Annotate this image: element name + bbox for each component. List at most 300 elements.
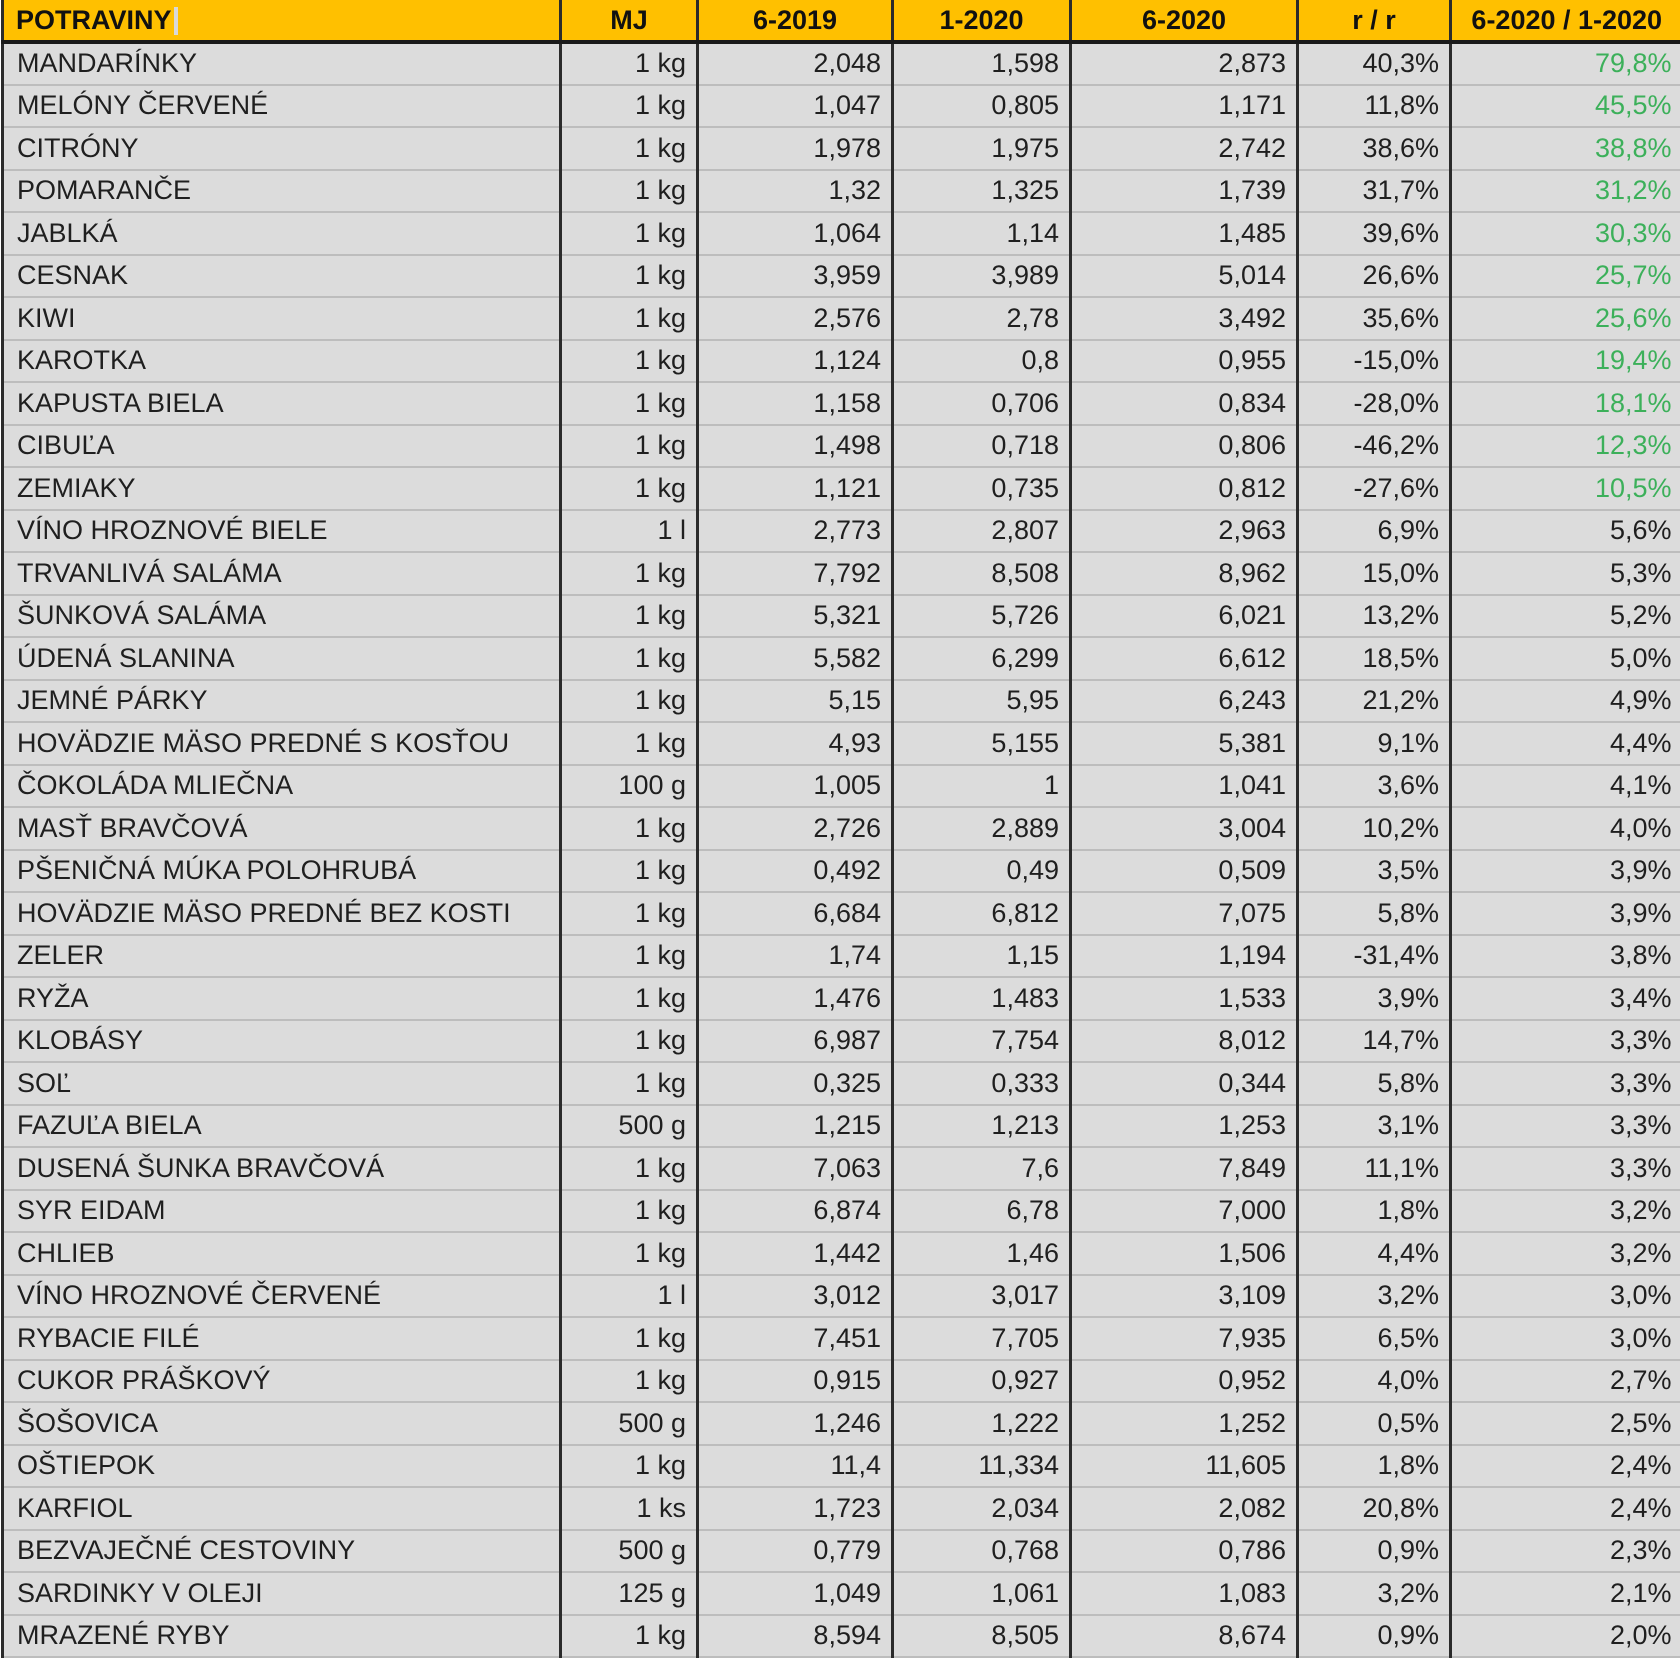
cell-unit[interactable]: 1 kg: [561, 552, 698, 595]
cell-1-2020[interactable]: 1,061: [893, 1572, 1071, 1615]
cell-6-2020[interactable]: 8,674: [1071, 1615, 1298, 1658]
cell-item[interactable]: CUKOR PRÁŠKOVÝ: [3, 1360, 561, 1403]
cell-item[interactable]: CIBUĽA: [3, 425, 561, 468]
cell-unit[interactable]: 1 kg: [561, 1317, 698, 1360]
cell-unit[interactable]: 1 kg: [561, 255, 698, 298]
cell-6-2019[interactable]: 5,582: [698, 637, 893, 680]
cell-item[interactable]: ÚDENÁ SLANINA: [3, 637, 561, 680]
table-row: [3, 807, 1680, 850]
cell-item[interactable]: KARFIOL: [3, 1487, 561, 1530]
cell-yoy[interactable]: 6,9%: [1298, 510, 1451, 553]
cell-item[interactable]: POMARANČE: [3, 170, 561, 213]
cell-6-2019[interactable]: 3,959: [698, 255, 893, 298]
cell-6-2019[interactable]: 6,874: [698, 1190, 893, 1233]
cell-item[interactable]: SYR EIDAM: [3, 1190, 561, 1233]
cell-unit[interactable]: 1 kg: [561, 892, 698, 935]
cell-6-2019[interactable]: 1,32: [698, 170, 893, 213]
cell-6-2019[interactable]: 2,576: [698, 297, 893, 340]
cell-unit[interactable]: 500 g: [561, 1402, 698, 1445]
cell-unit[interactable]: 100 g: [561, 765, 698, 808]
header-cell-potraviny[interactable]: [3, 0, 561, 42]
cell-1-2020[interactable]: 3,017: [893, 1275, 1071, 1318]
cell-ratio[interactable]: 79,8%: [1451, 42, 1680, 85]
cell-ratio[interactable]: 25,6%: [1451, 297, 1680, 340]
cell-yoy[interactable]: 11,1%: [1298, 1147, 1451, 1190]
cell-6-2019[interactable]: 1,047: [698, 85, 893, 128]
cell-1-2020[interactable]: 1: [893, 765, 1071, 808]
cell-yoy[interactable]: 1,8%: [1298, 1190, 1451, 1233]
cell-yoy[interactable]: 4,4%: [1298, 1232, 1451, 1275]
cell-ratio[interactable]: 4,0%: [1451, 807, 1680, 850]
cell-ratio[interactable]: 12,3%: [1451, 425, 1680, 468]
cell-unit[interactable]: 1 l: [561, 510, 698, 553]
cell-unit[interactable]: 1 kg: [561, 1020, 698, 1063]
cell-yoy[interactable]: 5,8%: [1298, 1062, 1451, 1105]
cell-unit[interactable]: 1 kg: [561, 637, 698, 680]
cell-unit[interactable]: 500 g: [561, 1530, 698, 1573]
cell-6-2020[interactable]: 0,806: [1071, 425, 1298, 468]
cell-6-2019[interactable]: 3,012: [698, 1275, 893, 1318]
cell-6-2019[interactable]: 2,048: [698, 42, 893, 85]
cell-ratio[interactable]: 3,2%: [1451, 1232, 1680, 1275]
cell-6-2019[interactable]: 6,987: [698, 1020, 893, 1063]
table-row: [3, 1572, 1680, 1615]
header-cell-6-2020[interactable]: 6-2020: [1071, 0, 1298, 42]
cell-yoy[interactable]: 0,5%: [1298, 1402, 1451, 1445]
cell-6-2020[interactable]: 1,506: [1071, 1232, 1298, 1275]
cell-6-2019[interactable]: 7,063: [698, 1147, 893, 1190]
cell-item[interactable]: KIWI: [3, 297, 561, 340]
cell-1-2020[interactable]: 1,14: [893, 212, 1071, 255]
cell-yoy[interactable]: 11,8%: [1298, 85, 1451, 128]
cell-6-2020[interactable]: 2,963: [1071, 510, 1298, 553]
cell-ratio[interactable]: 3,3%: [1451, 1105, 1680, 1148]
cell-6-2020[interactable]: 1,485: [1071, 212, 1298, 255]
cell-6-2020[interactable]: 7,849: [1071, 1147, 1298, 1190]
cell-yoy[interactable]: -28,0%: [1298, 382, 1451, 425]
cell-item[interactable]: RYBACIE FILÉ: [3, 1317, 561, 1360]
cell-ratio[interactable]: 3,3%: [1451, 1062, 1680, 1105]
cell-6-2019[interactable]: 5,15: [698, 680, 893, 723]
cell-yoy[interactable]: -15,0%: [1298, 340, 1451, 383]
cell-6-2020[interactable]: 8,962: [1071, 552, 1298, 595]
cell-yoy[interactable]: 13,2%: [1298, 595, 1451, 638]
cell-6-2020[interactable]: 2,742: [1071, 127, 1298, 170]
cell-unit[interactable]: 1 kg: [561, 680, 698, 723]
cell-1-2020[interactable]: 2,034: [893, 1487, 1071, 1530]
cell-1-2020[interactable]: 8,505: [893, 1615, 1071, 1658]
cell-ratio[interactable]: 25,7%: [1451, 255, 1680, 298]
cell-yoy[interactable]: 3,2%: [1298, 1275, 1451, 1318]
cell-item[interactable]: ŠUNKOVÁ SALÁMA: [3, 595, 561, 638]
cell-6-2019[interactable]: 5,321: [698, 595, 893, 638]
cell-6-2020[interactable]: 7,935: [1071, 1317, 1298, 1360]
cell-6-2019[interactable]: 4,93: [698, 722, 893, 765]
cell-6-2019[interactable]: 7,792: [698, 552, 893, 595]
cell-6-2020[interactable]: 3,109: [1071, 1275, 1298, 1318]
cell-6-2020[interactable]: 6,243: [1071, 680, 1298, 723]
cell-1-2020[interactable]: 6,812: [893, 892, 1071, 935]
header-row: [3, 0, 1680, 42]
cell-1-2020[interactable]: 0,49: [893, 850, 1071, 893]
table-row: [3, 85, 1680, 128]
cell-1-2020[interactable]: 7,754: [893, 1020, 1071, 1063]
cell-item[interactable]: JEMNÉ PÁRKY: [3, 680, 561, 723]
cell-ratio[interactable]: 18,1%: [1451, 382, 1680, 425]
cell-unit[interactable]: 1 kg: [561, 935, 698, 978]
cell-6-2019[interactable]: 6,684: [698, 892, 893, 935]
cell-6-2019[interactable]: 1,158: [698, 382, 893, 425]
cell-unit[interactable]: 1 kg: [561, 212, 698, 255]
header-cell-ratio[interactable]: 6-2020 / 1-2020: [1451, 0, 1680, 42]
cell-6-2020[interactable]: 0,955: [1071, 340, 1298, 383]
cell-ratio[interactable]: 31,2%: [1451, 170, 1680, 213]
cell-6-2019[interactable]: 0,325: [698, 1062, 893, 1105]
cell-ratio[interactable]: 4,4%: [1451, 722, 1680, 765]
cell-unit[interactable]: 1 kg: [561, 425, 698, 468]
table-row: [3, 127, 1680, 170]
cell-1-2020[interactable]: 6,78: [893, 1190, 1071, 1233]
cell-unit[interactable]: 1 ks: [561, 1487, 698, 1530]
cell-unit[interactable]: 1 kg: [561, 1190, 698, 1233]
cell-item[interactable]: HOVÄDZIE MÄSO PREDNÉ S KOSŤOU: [3, 722, 561, 765]
table-row: [3, 637, 1680, 680]
cell-6-2019[interactable]: 1,978: [698, 127, 893, 170]
cell-item[interactable]: BEZVAJEČNÉ CESTOVINY: [3, 1530, 561, 1573]
cell-6-2020[interactable]: 5,381: [1071, 722, 1298, 765]
cell-ratio[interactable]: 3,9%: [1451, 850, 1680, 893]
cell-6-2019[interactable]: 1,124: [698, 340, 893, 383]
cell-6-2020[interactable]: 3,004: [1071, 807, 1298, 850]
cell-ratio[interactable]: 38,8%: [1451, 127, 1680, 170]
cell-ratio[interactable]: 19,4%: [1451, 340, 1680, 383]
cell-1-2020[interactable]: 11,334: [893, 1445, 1071, 1488]
cell-item[interactable]: OŠTIEPOK: [3, 1445, 561, 1488]
table-row: [3, 1445, 1680, 1488]
table-row: [3, 425, 1680, 468]
cell-yoy[interactable]: 4,0%: [1298, 1360, 1451, 1403]
cell-yoy[interactable]: -46,2%: [1298, 425, 1451, 468]
table-row: [3, 1530, 1680, 1573]
cell-unit[interactable]: 125 g: [561, 1572, 698, 1615]
cell-unit[interactable]: 1 kg: [561, 722, 698, 765]
cell-yoy[interactable]: 40,3%: [1298, 42, 1451, 85]
cell-6-2019[interactable]: 11,4: [698, 1445, 893, 1488]
cell-item[interactable]: SARDINKY V OLEJI: [3, 1572, 561, 1615]
cell-1-2020[interactable]: 1,325: [893, 170, 1071, 213]
cell-unit[interactable]: 1 kg: [561, 1445, 698, 1488]
cell-6-2020[interactable]: 1,171: [1071, 85, 1298, 128]
cell-1-2020[interactable]: 5,726: [893, 595, 1071, 638]
cell-unit[interactable]: 500 g: [561, 1105, 698, 1148]
cell-ratio[interactable]: 30,3%: [1451, 212, 1680, 255]
cell-6-2019[interactable]: 1,246: [698, 1402, 893, 1445]
cell-item[interactable]: TRVANLIVÁ SALÁMA: [3, 552, 561, 595]
table-row: [3, 935, 1680, 978]
header-cell-mj[interactable]: MJ: [561, 0, 698, 42]
cell-unit[interactable]: 1 kg: [561, 1360, 698, 1403]
cell-1-2020[interactable]: 8,508: [893, 552, 1071, 595]
cell-item[interactable]: MELÓNY ČERVENÉ: [3, 85, 561, 128]
cell-6-2019[interactable]: 1,064: [698, 212, 893, 255]
cell-ratio[interactable]: 10,5%: [1451, 467, 1680, 510]
cell-1-2020[interactable]: 1,975: [893, 127, 1071, 170]
cell-ratio[interactable]: 3,0%: [1451, 1317, 1680, 1360]
cell-ratio[interactable]: 2,3%: [1451, 1530, 1680, 1573]
cell-ratio[interactable]: 3,3%: [1451, 1020, 1680, 1063]
cell-ratio[interactable]: 2,4%: [1451, 1487, 1680, 1530]
cell-6-2020[interactable]: 0,812: [1071, 467, 1298, 510]
cell-6-2019[interactable]: 2,773: [698, 510, 893, 553]
table-row: [3, 510, 1680, 553]
table-row: [3, 552, 1680, 595]
table-row: [3, 1105, 1680, 1148]
cell-yoy[interactable]: 21,2%: [1298, 680, 1451, 723]
cell-yoy[interactable]: 3,9%: [1298, 977, 1451, 1020]
cell-item[interactable]: MANDARÍNKY: [3, 42, 561, 85]
cell-ratio[interactable]: 3,2%: [1451, 1190, 1680, 1233]
cell-1-2020[interactable]: 0,805: [893, 85, 1071, 128]
table-row: [3, 1615, 1680, 1658]
cell-ratio[interactable]: 3,3%: [1451, 1147, 1680, 1190]
cell-6-2020[interactable]: 7,075: [1071, 892, 1298, 935]
cell-6-2020[interactable]: 0,834: [1071, 382, 1298, 425]
table-row: [3, 892, 1680, 935]
cell-ratio[interactable]: 45,5%: [1451, 85, 1680, 128]
cell-yoy[interactable]: -27,6%: [1298, 467, 1451, 510]
header-cell-1-2020[interactable]: 1-2020: [893, 0, 1071, 42]
cell-ratio[interactable]: 3,0%: [1451, 1275, 1680, 1318]
cell-6-2020[interactable]: 0,509: [1071, 850, 1298, 893]
cell-6-2019[interactable]: 8,594: [698, 1615, 893, 1658]
cell-1-2020[interactable]: 2,807: [893, 510, 1071, 553]
cell-6-2019[interactable]: 1,74: [698, 935, 893, 978]
cell-6-2019[interactable]: 0,492: [698, 850, 893, 893]
cell-yoy[interactable]: 31,7%: [1298, 170, 1451, 213]
cell-1-2020[interactable]: 5,95: [893, 680, 1071, 723]
table-row: [3, 1360, 1680, 1403]
cell-6-2020[interactable]: 2,873: [1071, 42, 1298, 85]
cell-item[interactable]: SOĽ: [3, 1062, 561, 1105]
cell-item[interactable]: HOVÄDZIE MÄSO PREDNÉ BEZ KOSTI: [3, 892, 561, 935]
cell-6-2020[interactable]: 3,492: [1071, 297, 1298, 340]
cell-6-2019[interactable]: 0,915: [698, 1360, 893, 1403]
cell-1-2020[interactable]: 0,706: [893, 382, 1071, 425]
cell-item[interactable]: ŠOŠOVICA: [3, 1402, 561, 1445]
table-row: [3, 212, 1680, 255]
cell-item[interactable]: ZELER: [3, 935, 561, 978]
cell-yoy[interactable]: 5,8%: [1298, 892, 1451, 935]
cell-1-2020[interactable]: 6,299: [893, 637, 1071, 680]
cell-1-2020[interactable]: 0,8: [893, 340, 1071, 383]
cell-6-2020[interactable]: 0,344: [1071, 1062, 1298, 1105]
cell-1-2020[interactable]: 1,598: [893, 42, 1071, 85]
cell-6-2019[interactable]: 0,779: [698, 1530, 893, 1573]
cell-6-2020[interactable]: 1,739: [1071, 170, 1298, 213]
cell-ratio[interactable]: 2,1%: [1451, 1572, 1680, 1615]
cell-1-2020[interactable]: 1,222: [893, 1402, 1071, 1445]
cell-6-2019[interactable]: 1,215: [698, 1105, 893, 1148]
cell-yoy[interactable]: 6,5%: [1298, 1317, 1451, 1360]
table-row: [3, 1402, 1680, 1445]
cell-6-2020[interactable]: 5,014: [1071, 255, 1298, 298]
cell-6-2019[interactable]: 1,476: [698, 977, 893, 1020]
cell-unit[interactable]: 1 kg: [561, 467, 698, 510]
cell-6-2020[interactable]: 7,000: [1071, 1190, 1298, 1233]
cell-6-2020[interactable]: 8,012: [1071, 1020, 1298, 1063]
cell-6-2020[interactable]: 6,021: [1071, 595, 1298, 638]
cell-6-2020[interactable]: 1,253: [1071, 1105, 1298, 1148]
cell-yoy[interactable]: 3,2%: [1298, 1572, 1451, 1615]
table-row: [3, 467, 1680, 510]
cell-6-2020[interactable]: 6,612: [1071, 637, 1298, 680]
cell-ratio[interactable]: 4,9%: [1451, 680, 1680, 723]
cell-1-2020[interactable]: 1,46: [893, 1232, 1071, 1275]
cell-unit[interactable]: 1 kg: [561, 42, 698, 85]
cell-unit[interactable]: 1 kg: [561, 850, 698, 893]
table-row: [3, 297, 1680, 340]
cell-item[interactable]: FAZUĽA BIELA: [3, 1105, 561, 1148]
cell-item[interactable]: VÍNO HROZNOVÉ BIELE: [3, 510, 561, 553]
cell-1-2020[interactable]: 2,889: [893, 807, 1071, 850]
cell-yoy[interactable]: 38,6%: [1298, 127, 1451, 170]
cell-yoy[interactable]: 3,1%: [1298, 1105, 1451, 1148]
cell-yoy[interactable]: 0,9%: [1298, 1530, 1451, 1573]
cell-1-2020[interactable]: 0,333: [893, 1062, 1071, 1105]
cell-item[interactable]: VÍNO HROZNOVÉ ČERVENÉ: [3, 1275, 561, 1318]
cell-6-2019[interactable]: 1,442: [698, 1232, 893, 1275]
cell-6-2019[interactable]: 1,723: [698, 1487, 893, 1530]
cell-unit[interactable]: 1 kg: [561, 127, 698, 170]
header-cell-yoy[interactable]: r / r: [1298, 0, 1451, 42]
cell-item[interactable]: ZEMIAKY: [3, 467, 561, 510]
table-row: [3, 722, 1680, 765]
cell-6-2020[interactable]: 0,786: [1071, 1530, 1298, 1573]
cell-unit[interactable]: 1 kg: [561, 807, 698, 850]
cell-yoy[interactable]: 26,6%: [1298, 255, 1451, 298]
cell-yoy[interactable]: 15,0%: [1298, 552, 1451, 595]
cell-6-2019[interactable]: 7,451: [698, 1317, 893, 1360]
cell-item[interactable]: CHLIEB: [3, 1232, 561, 1275]
cell-ratio[interactable]: 5,0%: [1451, 637, 1680, 680]
table-row: [3, 1062, 1680, 1105]
cell-6-2020[interactable]: 1,252: [1071, 1402, 1298, 1445]
cell-unit[interactable]: 1 kg: [561, 1232, 698, 1275]
cell-yoy[interactable]: 3,5%: [1298, 850, 1451, 893]
cell-unit[interactable]: 1 kg: [561, 595, 698, 638]
cell-yoy[interactable]: 20,8%: [1298, 1487, 1451, 1530]
cell-6-2019[interactable]: 1,121: [698, 467, 893, 510]
cell-unit[interactable]: 1 kg: [561, 85, 698, 128]
cell-6-2020[interactable]: 11,605: [1071, 1445, 1298, 1488]
cell-unit[interactable]: 1 kg: [561, 1147, 698, 1190]
cell-item[interactable]: PŠENIČNÁ MÚKA POLOHRUBÁ: [3, 850, 561, 893]
table-row: [3, 340, 1680, 383]
cell-unit[interactable]: 1 kg: [561, 382, 698, 425]
cell-1-2020[interactable]: 7,705: [893, 1317, 1071, 1360]
cell-ratio[interactable]: 2,5%: [1451, 1402, 1680, 1445]
cell-item[interactable]: KLOBÁSY: [3, 1020, 561, 1063]
cell-6-2020[interactable]: 1,533: [1071, 977, 1298, 1020]
cell-6-2020[interactable]: 1,083: [1071, 1572, 1298, 1615]
cell-item[interactable]: KAROTKA: [3, 340, 561, 383]
cell-item[interactable]: RYŽA: [3, 977, 561, 1020]
cell-yoy[interactable]: 10,2%: [1298, 807, 1451, 850]
cell-1-2020[interactable]: 1,213: [893, 1105, 1071, 1148]
header-label: POTRAVINY: [16, 4, 172, 35]
cell-6-2019[interactable]: 1,498: [698, 425, 893, 468]
cell-item[interactable]: ČOKOLÁDA MLIEČNA: [3, 765, 561, 808]
cell-yoy[interactable]: 3,6%: [1298, 765, 1451, 808]
cell-6-2019[interactable]: 1,049: [698, 1572, 893, 1615]
cell-ratio[interactable]: 5,6%: [1451, 510, 1680, 553]
cell-yoy[interactable]: 0,9%: [1298, 1615, 1451, 1658]
cell-6-2020[interactable]: 0,952: [1071, 1360, 1298, 1403]
cell-1-2020[interactable]: 3,989: [893, 255, 1071, 298]
cell-unit[interactable]: 1 l: [561, 1275, 698, 1318]
cell-item[interactable]: CESNAK: [3, 255, 561, 298]
cell-item[interactable]: DUSENÁ ŠUNKA BRAVČOVÁ: [3, 1147, 561, 1190]
cell-item[interactable]: KAPUSTA BIELA: [3, 382, 561, 425]
cell-item[interactable]: MRAZENÉ RYBY: [3, 1615, 561, 1658]
cell-yoy[interactable]: 35,6%: [1298, 297, 1451, 340]
cell-ratio[interactable]: 2,4%: [1451, 1445, 1680, 1488]
cell-yoy[interactable]: 18,5%: [1298, 637, 1451, 680]
cell-unit[interactable]: 1 kg: [561, 340, 698, 383]
cell-6-2019[interactable]: 1,005: [698, 765, 893, 808]
header-cell-6-2019[interactable]: 6-2019: [698, 0, 893, 42]
table-row: [3, 1275, 1680, 1318]
cell-unit[interactable]: 1 kg: [561, 1062, 698, 1105]
cell-ratio[interactable]: 4,1%: [1451, 765, 1680, 808]
cell-1-2020[interactable]: 2,78: [893, 297, 1071, 340]
cell-item[interactable]: JABLKÁ: [3, 212, 561, 255]
cell-1-2020[interactable]: 0,927: [893, 1360, 1071, 1403]
cell-item[interactable]: CITRÓNY: [3, 127, 561, 170]
cell-yoy[interactable]: 9,1%: [1298, 722, 1451, 765]
cell-ratio[interactable]: 5,2%: [1451, 595, 1680, 638]
cell-ratio[interactable]: 3,9%: [1451, 892, 1680, 935]
table-row: [3, 1147, 1680, 1190]
cell-6-2020[interactable]: 1,194: [1071, 935, 1298, 978]
cell-1-2020[interactable]: 1,483: [893, 977, 1071, 1020]
cell-1-2020[interactable]: 7,6: [893, 1147, 1071, 1190]
cell-yoy[interactable]: -31,4%: [1298, 935, 1451, 978]
cell-6-2020[interactable]: 2,082: [1071, 1487, 1298, 1530]
cell-yoy[interactable]: 1,8%: [1298, 1445, 1451, 1488]
cell-1-2020[interactable]: 0,735: [893, 467, 1071, 510]
cell-1-2020[interactable]: 1,15: [893, 935, 1071, 978]
cell-1-2020[interactable]: 0,768: [893, 1530, 1071, 1573]
price-table: [1, 0, 1680, 1658]
cell-item[interactable]: MASŤ BRAVČOVÁ: [3, 807, 561, 850]
cell-ratio[interactable]: 5,3%: [1451, 552, 1680, 595]
cell-6-2020[interactable]: 1,041: [1071, 765, 1298, 808]
cell-ratio[interactable]: 3,8%: [1451, 935, 1680, 978]
cell-6-2019[interactable]: 2,726: [698, 807, 893, 850]
cell-yoy[interactable]: 39,6%: [1298, 212, 1451, 255]
cell-1-2020[interactable]: 5,155: [893, 722, 1071, 765]
cell-yoy[interactable]: 14,7%: [1298, 1020, 1451, 1063]
cell-unit[interactable]: 1 kg: [561, 977, 698, 1020]
cell-unit[interactable]: 1 kg: [561, 297, 698, 340]
cell-ratio[interactable]: 2,7%: [1451, 1360, 1680, 1403]
cell-ratio[interactable]: 2,0%: [1451, 1615, 1680, 1658]
cell-ratio[interactable]: 3,4%: [1451, 977, 1680, 1020]
cell-unit[interactable]: 1 kg: [561, 170, 698, 213]
cell-unit[interactable]: 1 kg: [561, 1615, 698, 1658]
cell-1-2020[interactable]: 0,718: [893, 425, 1071, 468]
